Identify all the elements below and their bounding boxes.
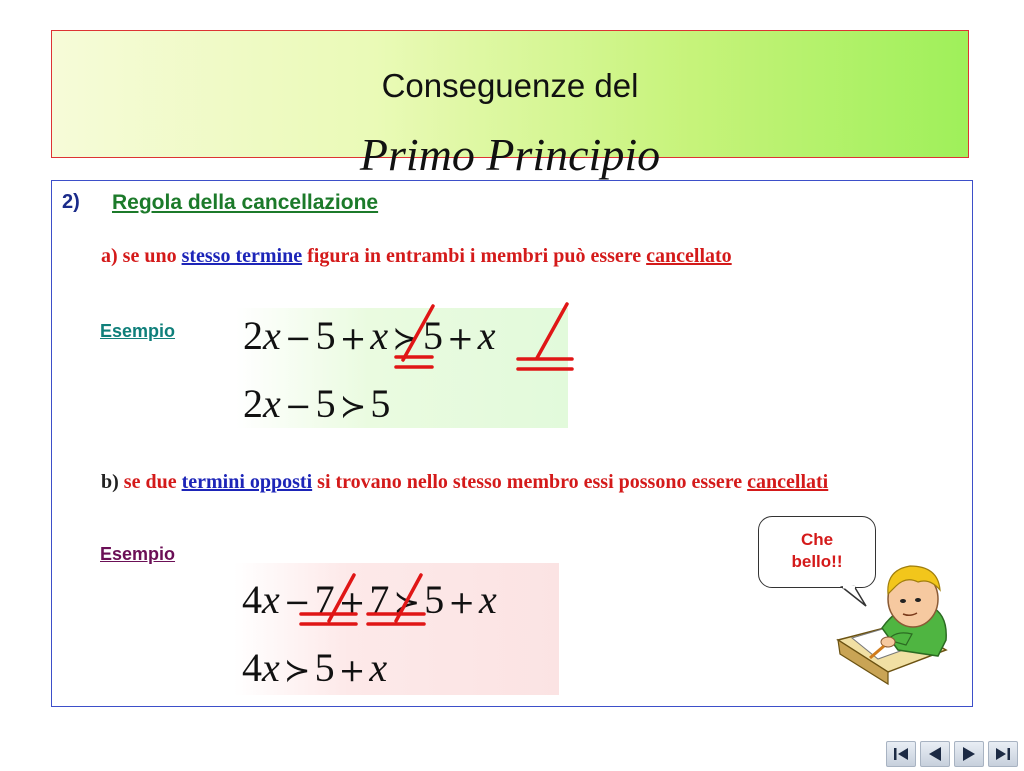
example-a-equation-1: 2x − 5 + x ≻ 5 + x — [243, 313, 496, 358]
example-b-label: Esempio — [100, 544, 176, 564]
nav-previous-button[interactable] — [920, 741, 950, 767]
example-b-equation-1: 4x − 7 + 7 ≻ 5 + x — [242, 577, 497, 622]
skip-first-icon — [887, 742, 915, 766]
rule-b-text — [101, 466, 961, 498]
nav-next-button[interactable] — [954, 741, 984, 767]
title-banner — [51, 30, 969, 180]
rule-b-result: cancellati — [747, 471, 829, 493]
example-a-label: Esempio — [100, 321, 176, 341]
nav-first-button[interactable] — [886, 741, 916, 767]
rule-a-term: stesso termine — [181, 245, 303, 267]
bubble-line-2: bello!! — [791, 552, 843, 571]
rule-a-text — [101, 240, 961, 272]
nav-last-button[interactable] — [988, 741, 1018, 767]
rule-a-prefix: a) se uno — [101, 245, 177, 267]
rule-b-prefix: se due — [123, 471, 177, 493]
example-b-equation-2: 4x ≻ 5 + x — [242, 645, 388, 690]
arrow-left-icon — [921, 742, 949, 766]
title-line-2: Primo Principio — [359, 129, 661, 180]
title-line-1: Conseguenze del — [381, 67, 639, 104]
skip-last-icon — [989, 742, 1017, 766]
rule-b-label: b) — [101, 471, 119, 493]
section-heading: Regola della cancellazione — [112, 191, 379, 214]
example-a-equation-2: 2x − 5 ≻ 5 — [243, 381, 391, 426]
rule-a-result: cancellato — [646, 245, 732, 267]
rule-a-middle: figura in entrambi i membri può essere — [307, 245, 642, 267]
rule-b-term: termini opposti — [181, 471, 313, 493]
section-number: 2) — [62, 191, 80, 213]
speech-bubble — [758, 516, 876, 588]
bubble-line-1: Che — [800, 530, 834, 549]
rule-b-middle: si trovano nello stesso membro essi possono essere — [317, 471, 743, 493]
arrow-right-icon — [955, 742, 983, 766]
